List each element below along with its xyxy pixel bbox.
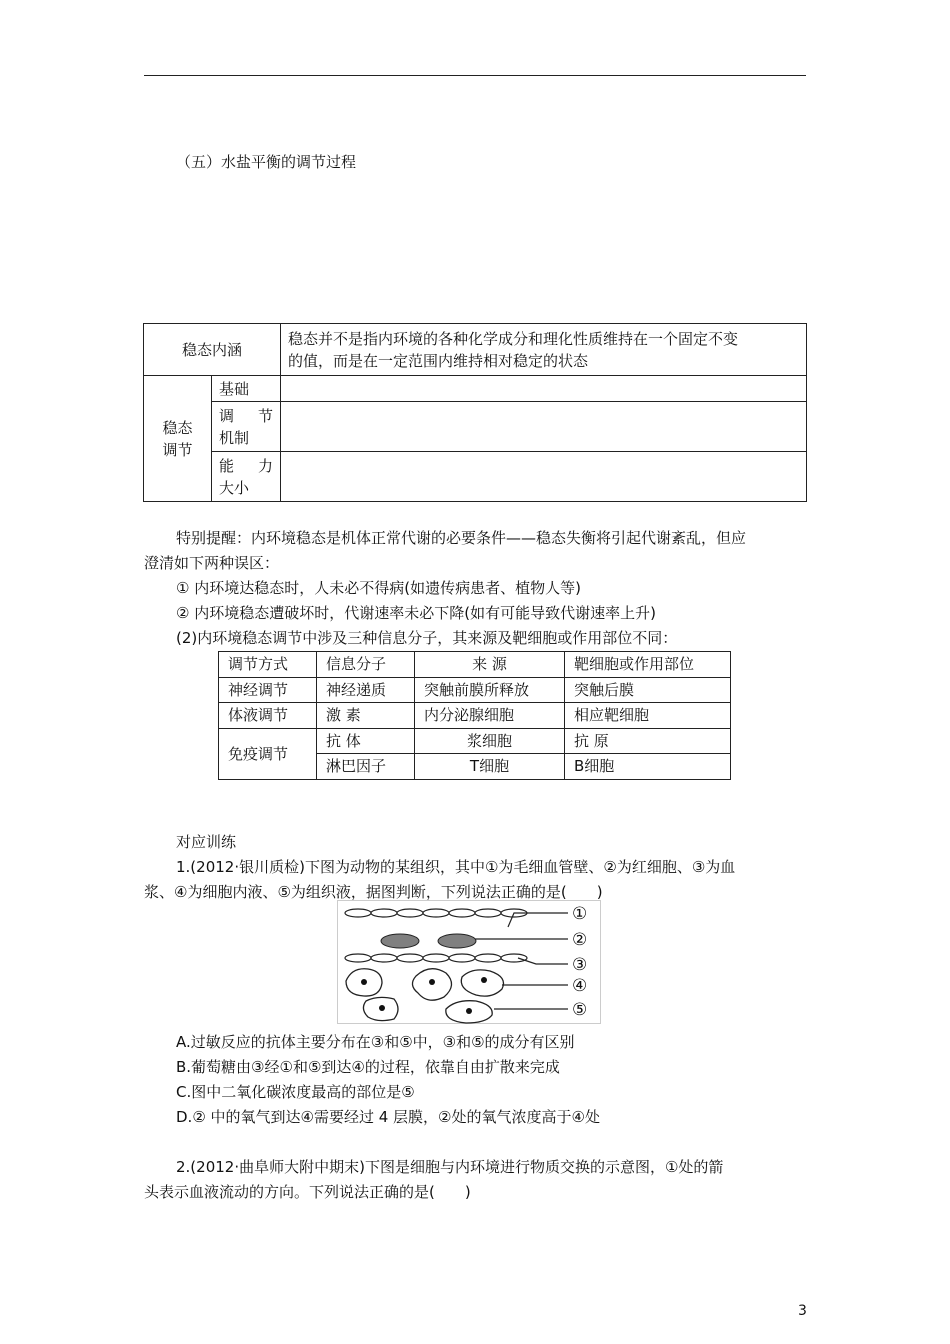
- table-cell: 浆细胞: [415, 728, 565, 754]
- empty-cell-capacity: [281, 452, 807, 502]
- sub-label-basis: 基础: [212, 376, 281, 402]
- sub-label-mechanism: 调 节 机制: [212, 402, 281, 452]
- header-rule: [144, 75, 806, 76]
- reminder-item3: (2)内环境稳态调节中涉及三种信息分子，其来源及靶细胞或作用部位不同：: [176, 629, 678, 647]
- header-cell: 靶细胞或作用部位: [565, 652, 731, 678]
- question2-line1: 2.(2012·曲阜师大附中期末)下图是细胞与内环境进行物质交换的示意图，①处的箭: [176, 1158, 724, 1176]
- option-d: D.② 中的氧气到达④需要经过 4 层膜，②处的氧气浓度高于④处: [176, 1108, 600, 1126]
- tissue-diagram-svg: [338, 901, 602, 1025]
- option-c: C.图中二氧化碳浓度最高的部位是⑤: [176, 1083, 415, 1101]
- header-cell: 来 源: [415, 652, 565, 678]
- capillary-wall-bottom: [345, 954, 527, 962]
- table-cell: 神经调节: [219, 677, 317, 703]
- table-cell: 内分泌腺细胞: [415, 703, 565, 729]
- red-blood-cells: [381, 934, 476, 948]
- tissue-cells: [346, 969, 504, 1023]
- table-cell: 抗 体: [317, 728, 415, 754]
- table-cell: 淋巴因子: [317, 754, 415, 780]
- capillary-wall-top: [345, 909, 527, 917]
- homeostasis-table: [143, 323, 807, 502]
- table-cell-merged: 免疫调节: [219, 728, 317, 779]
- tissue-diagram: [337, 900, 601, 1024]
- label-1: ①: [572, 904, 588, 924]
- label-4: ④: [572, 976, 588, 996]
- reminder-line2: 澄清如下两种误区：: [144, 554, 280, 572]
- header-cell: 信息分子: [317, 652, 415, 678]
- question2-line2: 头表示血液流动的方向。下列说法正确的是( ): [144, 1183, 471, 1201]
- row-label-regulation: 稳态 调节: [144, 376, 212, 502]
- table-cell: 体液调节: [219, 703, 317, 729]
- table-cell: 抗 原: [565, 728, 731, 754]
- table-cell: 神经递质: [317, 677, 415, 703]
- table-cell: T细胞: [415, 754, 565, 780]
- reminder-item2: ② 内环境稳态遭破坏时，代谢速率未必下降(如有可能导致代谢速率上升): [176, 604, 656, 622]
- label-5: ⑤: [572, 1000, 588, 1020]
- option-b: B.葡萄糖由③经①和⑤到达④的过程，依靠自由扩散来完成: [176, 1058, 560, 1076]
- label-2: ②: [572, 930, 588, 950]
- diagram-labels: [572, 904, 587, 1020]
- header-cell: 调节方式: [219, 652, 317, 678]
- row-label-connotation: 稳态内涵: [144, 324, 281, 376]
- reminder-line1: 特别提醒：内环境稳态是机体正常代谢的必要条件——稳态失衡将引起代谢紊乱，但应: [176, 529, 747, 547]
- table-cell: B细胞: [565, 754, 731, 780]
- sub-label-capacity: 能 力 大小: [212, 452, 281, 502]
- table-cell: 相应靶细胞: [565, 703, 731, 729]
- table-cell: 突触前膜所释放: [415, 677, 565, 703]
- empty-cell-mechanism: [281, 402, 807, 452]
- practice-heading: 对应训练: [176, 833, 237, 851]
- signal-molecule-table: [218, 651, 731, 780]
- section-heading: （五）水盐平衡的调节过程: [176, 153, 357, 171]
- question1-line1: 1.(2012·银川质检)下图为动物的某组织，其中①为毛细血管壁、②为红细胞、③为血: [176, 858, 736, 876]
- option-a: A.过敏反应的抗体主要分布在③和⑤中，③和⑤的成分有区别: [176, 1033, 575, 1051]
- table-cell: 激 素: [317, 703, 415, 729]
- table-cell: 突触后膜: [565, 677, 731, 703]
- question1-line2: 浆、④为细胞内液、⑤为组织液，据图判断，下列说法正确的是( ): [144, 883, 603, 901]
- empty-cell-basis: [281, 376, 807, 402]
- page-number: 3: [798, 1303, 807, 1319]
- connotation-text: 稳态并不是指内环境的各种化学成分和理化性质维持在一个固定不变 的值，而是在一定范围内维持相对稳定的状态: [281, 324, 807, 376]
- reminder-item1: ① 内环境达稳态时，人未必不得病(如遗传病患者、植物人等): [176, 579, 581, 597]
- label-3: ③: [572, 955, 588, 975]
